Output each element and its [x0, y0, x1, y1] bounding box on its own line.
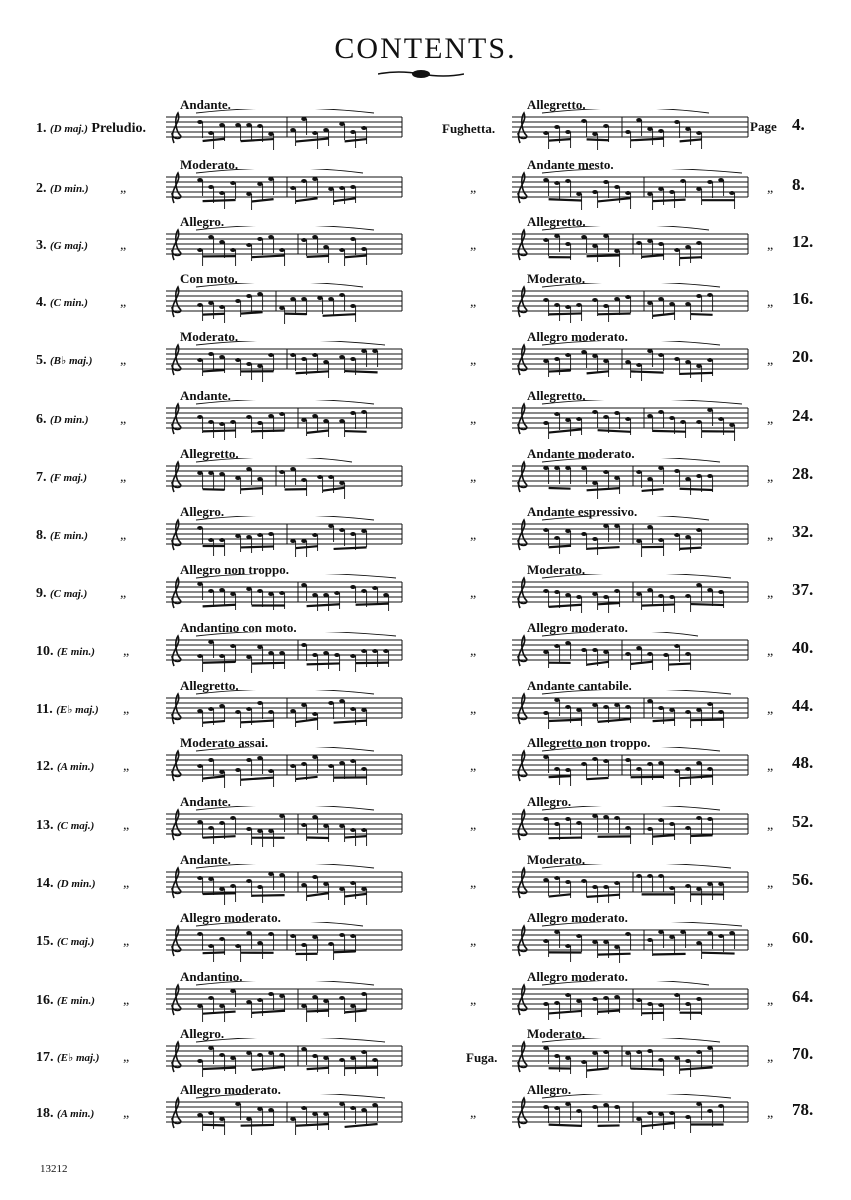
- contents-row: [0, 678, 851, 752]
- page-number: 78.: [792, 1100, 814, 1119]
- music-incipit-left: [166, 109, 406, 151]
- ditto-mark-name: „: [123, 644, 130, 659]
- tempo-marking-left: Allegretto.: [180, 678, 239, 693]
- key-label: (D min.): [50, 183, 89, 195]
- ditto-mark-page: „: [767, 876, 774, 891]
- tempo-marking-left: Allegro.: [180, 504, 225, 519]
- page-number: 32.: [792, 522, 814, 541]
- ditto-mark-name: „: [123, 876, 130, 891]
- music-incipit-right: [512, 690, 752, 732]
- ditto-mark-second: „: [470, 586, 477, 601]
- ditto-mark-second: „: [470, 876, 477, 891]
- number-label: 12.: [36, 759, 54, 774]
- contents-row: [0, 388, 851, 462]
- tempo-marking-right: Andante moderato.: [527, 446, 635, 461]
- ditto-mark-name: „: [120, 586, 127, 601]
- page-number: 70.: [792, 1044, 814, 1063]
- key-label: (D min.): [50, 414, 89, 426]
- music-incipit-right: [512, 283, 752, 325]
- tempo-marking-left: Andante.: [180, 97, 231, 112]
- key-label: (C maj.): [50, 588, 88, 600]
- ditto-mark-second: „: [470, 759, 477, 774]
- tempo-marking-right: Allegretto.: [527, 388, 586, 403]
- music-incipit-right: [512, 981, 752, 1023]
- key-label: (E min.): [57, 995, 95, 1007]
- ditto-mark-page: „: [767, 818, 774, 833]
- music-incipit-left: [166, 283, 406, 325]
- music-incipit-right: [512, 169, 752, 211]
- key-label: (B♭ maj.): [50, 355, 93, 367]
- tempo-marking-right: Allegro moderato.: [527, 969, 628, 984]
- page-number: 44.: [792, 696, 814, 715]
- contents-row: [0, 852, 851, 926]
- ditto-mark-second: „: [470, 181, 477, 196]
- piece-name: Preludio.: [91, 121, 146, 136]
- music-incipit-right: [512, 458, 752, 500]
- music-incipit-right: [512, 632, 752, 674]
- page-title: CONTENTS.: [334, 32, 517, 65]
- page-number: 28.: [792, 464, 814, 483]
- ditto-mark-second: „: [470, 1106, 477, 1121]
- ditto-mark-name: „: [123, 1050, 130, 1065]
- music-incipit-left: [166, 458, 406, 500]
- music-incipit-right: [512, 806, 752, 848]
- number-label: 16.: [36, 993, 54, 1008]
- contents-row: [0, 562, 851, 636]
- contents-row: [0, 97, 851, 171]
- music-incipit-right: [512, 574, 752, 616]
- page-number: 48.: [792, 753, 814, 772]
- page-number: 56.: [792, 870, 814, 889]
- music-incipit-right: [512, 226, 752, 268]
- tempo-marking-left: Allegro.: [180, 1026, 225, 1041]
- ditto-mark-page: „: [767, 759, 774, 774]
- number-label: 6.: [36, 412, 47, 427]
- contents-row: [0, 735, 851, 809]
- tempo-marking-right: Allegro moderato.: [527, 620, 628, 635]
- contents-row: [0, 969, 851, 1043]
- tempo-marking-left: Andante.: [180, 388, 231, 403]
- ditto-mark-page: „: [767, 353, 774, 368]
- music-incipit-left: [166, 169, 406, 211]
- ditto-mark-second: „: [470, 353, 477, 368]
- contents-row: [0, 794, 851, 868]
- tempo-marking-left: Con moto.: [180, 271, 238, 286]
- contents-row: [0, 910, 851, 984]
- number-label: 4.: [36, 295, 47, 310]
- tempo-marking-left: Allegro non troppo.: [180, 562, 289, 577]
- tempo-marking-left: Allegretto.: [180, 446, 239, 461]
- tempo-marking-right: Allegro.: [527, 1082, 572, 1097]
- ditto-mark-second: „: [470, 644, 477, 659]
- music-incipit-right: [512, 1038, 752, 1080]
- piece-number: [36, 295, 166, 311]
- ditto-mark-second: „: [470, 818, 477, 833]
- number-label: 18.: [36, 1106, 54, 1121]
- second-piece-label: Fughetta.: [442, 121, 496, 136]
- contents-row: [0, 446, 851, 520]
- number-label: 3.: [36, 238, 47, 253]
- music-incipit-right: [512, 400, 752, 442]
- ditto-mark-page: „: [767, 644, 774, 659]
- ditto-mark-page: „: [767, 238, 774, 253]
- tempo-marking-left: Andante.: [180, 852, 231, 867]
- piece-number: [36, 934, 166, 950]
- contents-row: [0, 1082, 851, 1156]
- music-incipit-left: [166, 400, 406, 442]
- ditto-mark-name: „: [123, 702, 130, 717]
- ditto-mark-page: „: [767, 934, 774, 949]
- key-label: (C min.): [50, 297, 88, 309]
- number-label: 14.: [36, 876, 54, 891]
- second-piece-label: Fuga.: [466, 1050, 498, 1065]
- ditto-mark-name: „: [123, 1106, 130, 1121]
- contents-row: [0, 504, 851, 578]
- tempo-marking-left: Allegro.: [180, 214, 225, 229]
- page-number: 20.: [792, 347, 814, 366]
- ditto-mark-name: „: [120, 295, 127, 310]
- piece-number: [36, 181, 166, 197]
- number-label: 17.: [36, 1050, 54, 1065]
- ditto-mark-name: „: [120, 181, 127, 196]
- page-number: 52.: [792, 812, 814, 831]
- music-incipit-right: [512, 922, 752, 964]
- music-incipit-left: [166, 864, 406, 906]
- page-number: 16.: [792, 289, 814, 308]
- tempo-marking-right: Moderato.: [527, 562, 586, 577]
- ditto-mark-second: „: [470, 470, 477, 485]
- ditto-mark-second: „: [470, 528, 477, 543]
- music-incipit-left: [166, 690, 406, 732]
- key-label: (C maj.): [57, 936, 95, 948]
- ditto-mark-second: „: [470, 238, 477, 253]
- piece-number: [36, 759, 166, 775]
- contents-row: [0, 214, 851, 288]
- piece-number: [36, 412, 166, 428]
- music-incipit-left: [166, 574, 406, 616]
- tempo-marking-right: Andante mesto.: [527, 157, 614, 172]
- tempo-marking-right: Allegro.: [527, 794, 572, 809]
- contents-row: [0, 157, 851, 231]
- music-incipit-right: [512, 516, 752, 558]
- ditto-mark-name: „: [120, 353, 127, 368]
- ditto-mark-name: „: [123, 993, 130, 1008]
- music-incipit-left: [166, 747, 406, 789]
- key-label: (A min.): [57, 1108, 95, 1120]
- ditto-mark-page: „: [767, 586, 774, 601]
- ditto-mark-second: „: [470, 934, 477, 949]
- piece-number: [36, 121, 166, 137]
- number-label: 13.: [36, 818, 54, 833]
- ditto-mark-name: „: [120, 412, 127, 427]
- piece-number: [36, 238, 166, 254]
- contents-row: [0, 1026, 851, 1100]
- ditto-mark-page: „: [767, 295, 774, 310]
- page-heading: Page: [750, 119, 777, 134]
- ditto-mark-page: „: [767, 1050, 774, 1065]
- number-label: 15.: [36, 934, 54, 949]
- page-number: 40.: [792, 638, 814, 657]
- music-incipit-left: [166, 341, 406, 383]
- plate-number: 13212: [40, 1163, 68, 1175]
- music-incipit-left: [166, 981, 406, 1023]
- ditto-mark-name: „: [120, 528, 127, 543]
- tempo-marking-right: Moderato.: [527, 1026, 586, 1041]
- key-label: (F maj.): [50, 472, 88, 484]
- music-incipit-right: [512, 747, 752, 789]
- ditto-mark-page: „: [767, 993, 774, 1008]
- number-label: 1.: [36, 121, 47, 136]
- key-label: (E♭ maj.): [57, 1052, 100, 1064]
- tempo-marking-right: Allegretto non troppo.: [527, 735, 651, 750]
- key-label: (E♭ maj.): [56, 704, 99, 716]
- title-ornament: [378, 68, 464, 80]
- tempo-marking-right: Allegretto.: [527, 214, 586, 229]
- number-label: 8.: [36, 528, 47, 543]
- tempo-marking-left: Allegro moderato.: [180, 1082, 281, 1097]
- page-number: 60.: [792, 928, 814, 947]
- contents-row: [0, 271, 851, 345]
- page-number: 4.: [792, 115, 805, 134]
- page-number: 24.: [792, 406, 814, 425]
- ditto-mark-second: „: [470, 702, 477, 717]
- tempo-marking-right: Allegretto.: [527, 97, 586, 112]
- music-incipit-right: [512, 864, 752, 906]
- page-number: 37.: [792, 580, 814, 599]
- number-label: 2.: [36, 181, 47, 196]
- music-incipit-left: [166, 226, 406, 268]
- tempo-marking-left: Andantino con moto.: [180, 620, 297, 635]
- tempo-marking-left: Allegro moderato.: [180, 910, 281, 925]
- tempo-marking-left: Andante.: [180, 794, 231, 809]
- piece-number: [36, 470, 166, 486]
- ditto-mark-name: „: [123, 818, 130, 833]
- number-label: 9.: [36, 586, 47, 601]
- tempo-marking-left: Moderato.: [180, 157, 239, 172]
- music-incipit-left: [166, 516, 406, 558]
- page-number: 12.: [792, 232, 814, 251]
- piece-number: [36, 876, 166, 892]
- tempo-marking-left: Andantino.: [180, 969, 243, 984]
- key-label: (E min.): [50, 530, 88, 542]
- key-label: (C maj.): [57, 820, 95, 832]
- contents-row: [0, 620, 851, 694]
- key-label: (E min.): [57, 646, 95, 658]
- ditto-mark-page: „: [767, 470, 774, 485]
- piece-number: [36, 702, 166, 718]
- number-label: 7.: [36, 470, 47, 485]
- tempo-marking-right: Andante espressivo.: [527, 504, 638, 519]
- ditto-mark-name: „: [120, 238, 127, 253]
- ditto-mark-name: „: [123, 759, 130, 774]
- key-label: (A min.): [57, 761, 95, 773]
- music-incipit-right: [512, 1094, 752, 1136]
- page-number: 8.: [792, 175, 805, 194]
- music-incipit-right: [512, 341, 752, 383]
- key-label: (D min.): [57, 878, 96, 890]
- contents-row: [0, 329, 851, 403]
- music-incipit-left: [166, 806, 406, 848]
- piece-number: [36, 644, 166, 660]
- ditto-mark-name: „: [120, 470, 127, 485]
- tempo-marking-right: Allegro moderato.: [527, 910, 628, 925]
- ditto-mark-page: „: [767, 702, 774, 717]
- tempo-marking-left: Moderato.: [180, 329, 239, 344]
- tempo-marking-right: Moderato.: [527, 271, 586, 286]
- piece-number: [36, 818, 166, 834]
- number-label: 11.: [36, 702, 53, 717]
- music-incipit-left: [166, 922, 406, 964]
- piece-number: [36, 528, 166, 544]
- piece-number: [36, 1050, 166, 1066]
- tempo-marking-right: Andante cantabile.: [527, 678, 632, 693]
- music-incipit-left: [166, 1038, 406, 1080]
- piece-number: [36, 993, 166, 1009]
- music-incipit-left: [166, 632, 406, 674]
- ditto-mark-second: „: [470, 993, 477, 1008]
- tempo-marking-right: Moderato.: [527, 852, 586, 867]
- music-incipit-left: [166, 1094, 406, 1136]
- piece-number: [36, 586, 166, 602]
- page-number: 64.: [792, 987, 814, 1006]
- ditto-mark-page: „: [767, 181, 774, 196]
- key-label: (G maj.): [50, 240, 88, 252]
- piece-number: [36, 1106, 166, 1122]
- piece-number: [36, 353, 166, 369]
- ditto-mark-second: „: [470, 295, 477, 310]
- key-label: (D maj.): [50, 123, 88, 135]
- ditto-mark-page: „: [767, 1106, 774, 1121]
- ditto-mark-page: „: [767, 528, 774, 543]
- tempo-marking-left: Moderato assai.: [180, 735, 269, 750]
- ditto-mark-page: „: [767, 412, 774, 427]
- tempo-marking-right: Allegro moderato.: [527, 329, 628, 344]
- number-label: 5.: [36, 353, 47, 368]
- ditto-mark-second: „: [470, 412, 477, 427]
- ditto-mark-name: „: [123, 934, 130, 949]
- music-incipit-right: [512, 109, 752, 151]
- number-label: 10.: [36, 644, 54, 659]
